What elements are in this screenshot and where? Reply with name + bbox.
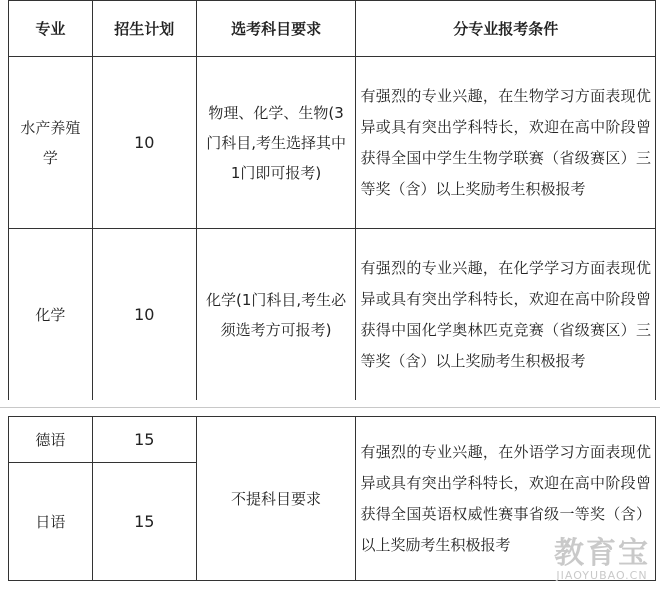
- plan-cell: 10: [92, 229, 196, 401]
- plan-cell: 15: [92, 463, 196, 581]
- subjects-cell: 化学(1门科目,考生必须选考方可报考): [196, 229, 356, 401]
- plan-cell: 10: [92, 57, 196, 229]
- major-cell: 水产养殖学: [9, 57, 93, 229]
- header-subjects: 选考科目要求: [196, 1, 356, 57]
- subjects-cell: 不提科目要求: [196, 417, 356, 581]
- watermark-logo: [554, 538, 650, 582]
- header-plan: 招生计划: [92, 1, 196, 57]
- page-break-line: [0, 407, 660, 408]
- subjects-cell: 物理、化学、生物(3门科目,考生选择其中1门即可报考): [196, 57, 356, 229]
- major-cell: 德语: [9, 417, 93, 463]
- watermark-main: 教育宝: [554, 536, 650, 571]
- conditions-cell: 有强烈的专业兴趣，在化学学习方面表现优异或具有突出学科特长，欢迎在高中阶段曾获得中国化学奥林匹克竞赛（省级赛区）三等奖（含）以上奖励考生积极报考: [356, 229, 656, 401]
- plan-cell: 15: [92, 417, 196, 463]
- table-row: [9, 417, 656, 463]
- conditions-cell: 有强烈的专业兴趣，在生物学习方面表现优异或具有突出学科特长，欢迎在高中阶段曾获得全国中学生生物学联赛（省级赛区）三等奖（含）以上奖励考生积极报考: [356, 57, 656, 229]
- table-row: [9, 57, 656, 229]
- header-row: [9, 1, 656, 57]
- conditions-cell: 有强烈的专业兴趣，在外语学习方面表现优异或具有突出学科特长，欢迎在高中阶段曾获得全国英语权威性赛事省级一等奖（含）以上奖励考生积极报考: [356, 417, 656, 581]
- major-cell: 日语: [9, 463, 93, 581]
- table-row: [9, 229, 656, 401]
- header-major: 专业: [9, 1, 93, 57]
- header-conditions: 分专业报考条件: [356, 1, 656, 57]
- page-break-gap: [0, 400, 660, 416]
- watermark-sub: JIAOYUBAO.CN: [556, 569, 648, 582]
- admission-table-top: [8, 0, 656, 401]
- major-cell: 化学: [9, 229, 93, 401]
